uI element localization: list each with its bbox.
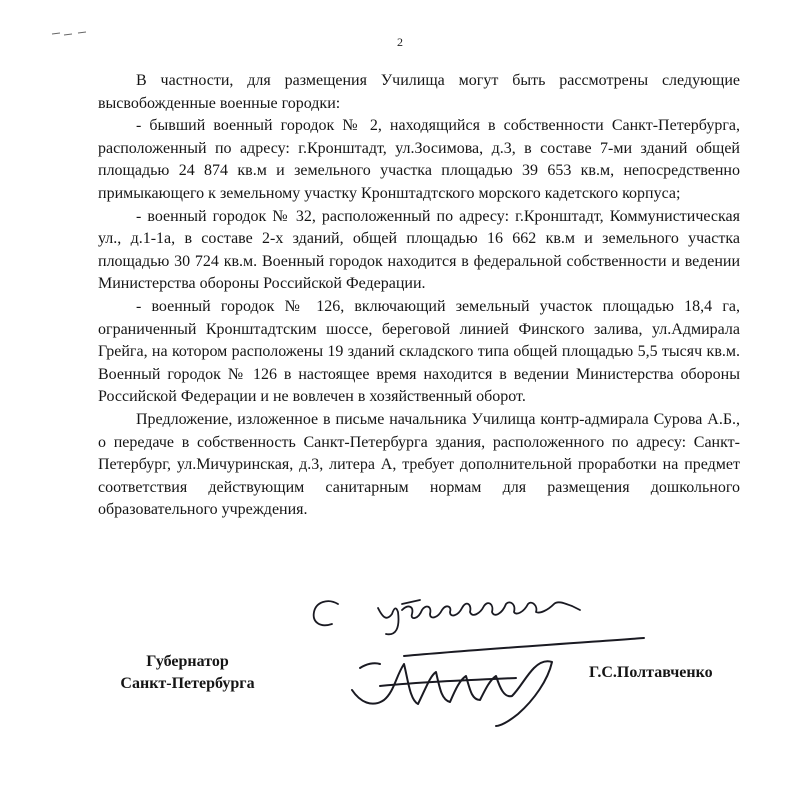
signatory-title-line2: Санкт-Петербурга <box>120 675 255 692</box>
signatory-title-line1: Губернатор <box>146 653 229 670</box>
scan-mark <box>50 28 90 40</box>
paragraph-intro: В частности, для размещения Училища могут быть рассмотрены следующие высвобожденные военные городки: <box>98 72 740 112</box>
paragraph-camp-32: - военный городок № 32, расположенный по адресу: г.Кронштадт, Коммунистическая ул., д.1-1а, в составе 2-х зданий, общей площадью 16 662 кв.м и земельного участка площадью 30 724 кв.м. Военный городок находится в федеральной собственности и ведении Министерства обороны Российской Федерации. <box>98 207 740 293</box>
letter-body <box>98 70 740 522</box>
paragraph-camp-2: - бывший военный городок № 2, находящийся в собственности Санкт-Петербурга, расположенный по адресу: г.Кронштадт, ул.Зосимова, д.3, в составе 7-ми зданий общей площадью 24 874 кв.м и земельного участка площадью 39 653 кв.м, непосредственно примыкающего к земельному участку Кронштадтского морского кадетского корпуса; <box>98 117 740 202</box>
handwritten-signature <box>352 638 644 726</box>
handwritten-greeting <box>314 600 580 634</box>
paragraph-camp-126: - военный городок № 126, включающий земельный участок площадью 18,4 га, ограниченный Кронштадтским шоссе, береговой линией Финского залива, ул.Адмирала Грейга, на котором расположены 19 зданий складского типа общей площадью 5,5 тысяч кв.м. Военный городок № 126 в настоящее время находится в ведении Министерства обороны Российской Федерации и не вовлечен в хозяйственный оборот. <box>98 297 740 406</box>
paragraph-proposal: Предложение, изложенное в письме начальника Училища контр-адмирала Сурова А.Б., о передаче в собственность Санкт-Петербурга здания, расположенного по адресу: Санкт-Петербург, ул.Мичуринская, д.3, литера А, требует дополнительной проработки на предмет соответствия действующим санитарным нормам для размещения дошкольного образовательного учреждения. <box>98 410 740 519</box>
signatory-title <box>100 651 275 695</box>
signatory-name: Г.С.Полтавченко <box>589 664 713 681</box>
page-number: 2 <box>397 35 403 49</box>
